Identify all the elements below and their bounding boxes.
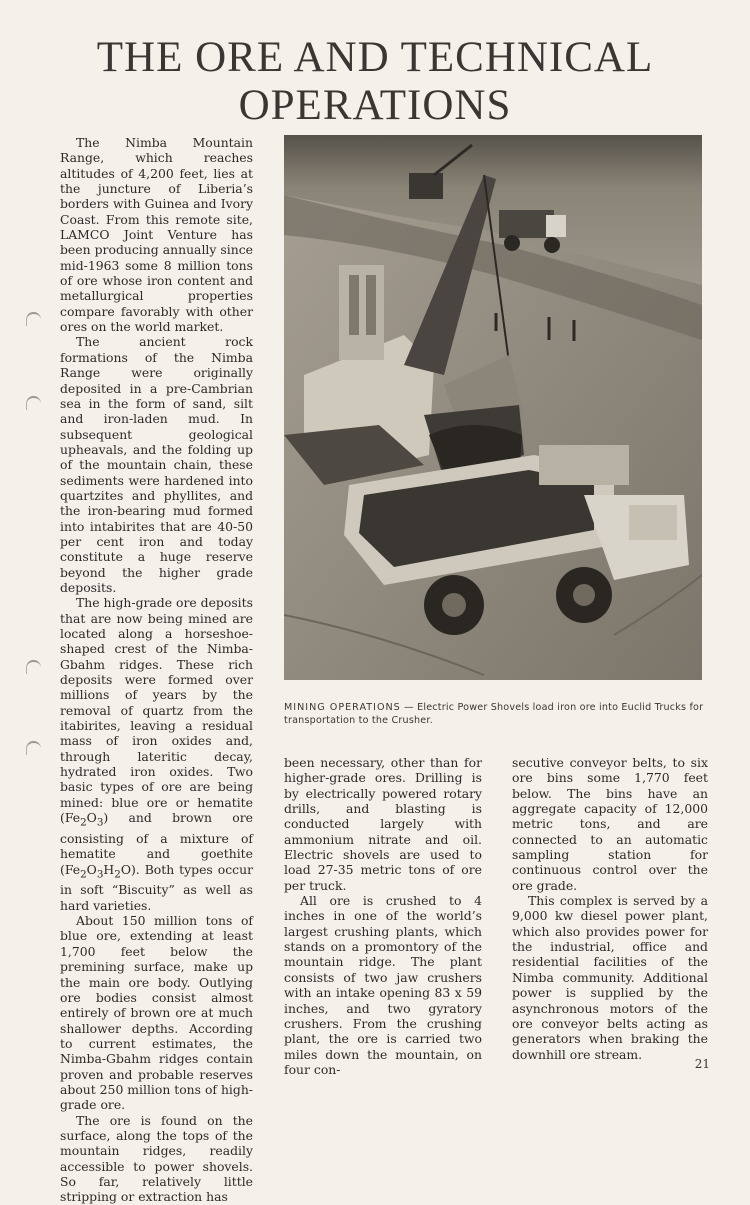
paragraph-text: The high-grade ore deposits that are now being mined are located along a horseshoe-shaped crest of the Nimba-Gbahm ridges. These rich deposits were formed over millions of years by the removal of quartz from the itabirites, leaving a residual mass of iron oxides and, through lateritic decay, hydrated iron oxides. Two basic types of ore are being mined: blue ore or hematite (Fe <box>60 595 253 826</box>
caption-heading: MINING OPERATIONS <box>284 702 401 713</box>
shovel-and-truck-illustration <box>284 135 702 680</box>
caption-dash: — <box>400 702 418 713</box>
paragraph: been necessary, other than for higher-grade ores. Drilling is by electrically powered rotary drills, and blasting is conducted largely with ammonium nitrate and oil. Electric shovels are used to load 27-35 metric tons of ore per truck. <box>284 755 482 893</box>
paragraph: secutive conveyor belts, to six ore bins some 1,770 feet below. The bins have an aggregate capacity of 12,000 metric tons, and are connected to an automatic sampling station for continuous control over the ore grade. <box>512 755 708 893</box>
subscript: 2 <box>80 868 87 881</box>
binder-hole-mark <box>26 741 41 755</box>
paragraph <box>60 595 253 913</box>
subscript: 2 <box>80 816 87 829</box>
binder-hole-mark <box>26 660 41 674</box>
paragraph: The Nimba Mountain Range, which reaches altitudes of 4,200 feet, lies at the juncture of Liberia’s borders with Guinea and Ivory Coast. From this remote site, LAMCO Joint Venture has been producing annually since mid-1963 some 8 million tons of ore whose iron content and metallurgical properties compare favorably with other ores on the world market. <box>60 135 253 335</box>
subscript: 3 <box>96 816 104 829</box>
subscript: 2 <box>114 868 121 881</box>
page-title <box>20 34 730 130</box>
paragraph: The ancient rock formations of the Nimba Range were originally deposited in a pre-Cambrian sea in the form of sand, silt and iron-laden mud. In subsequent geological upheavals, and the folding up of the mountain chain, these sediments were hardened into quartzites and phyllites, and the iron-bearing mud formed into intabirites that are 40-50 per cent iron and today constitute a huge reserve beyond the higher grade deposits. <box>60 334 253 595</box>
paragraph-text: ) and brown ore consisting of a mixture of hematite and goethite (Fe <box>60 810 253 877</box>
paragraph: The ore is found on the surface, along the tops of the mountain ridges, readily accessible to power shovels. So far, relatively little stripping or extraction has <box>60 1112 253 1205</box>
binder-hole-mark <box>26 312 41 326</box>
subscript: 3 <box>96 868 104 881</box>
text-column-1 <box>60 135 253 1205</box>
text-column-3 <box>512 755 708 1062</box>
paragraph-text: H <box>103 861 115 877</box>
title-line-1: THE ORE AND TECHNICAL <box>96 34 654 81</box>
page-number: 21 <box>694 1057 710 1071</box>
paragraph: All ore is crushed to 4 inches in one of the world’s largest crushing plants, which stands on a promontory of the mountain ridge. The plant consists of two jaw crushers with an intake opening 83 x 59 inches, and two gyratory crushers. From the crushing plant, the ore is carried two miles down the mountain, on four con- <box>284 893 482 1077</box>
binder-hole-mark <box>26 396 41 410</box>
text-column-2 <box>284 755 482 1077</box>
caption-text: Electric Power Shovels load iron ore into Euclid Trucks for transportation to the Crusher. <box>284 702 704 726</box>
paragraph-text: O). Both types occur in soft “Biscuity” as well as hard varieties. <box>60 861 253 913</box>
photo-caption <box>284 701 706 727</box>
paragraph: About 150 million tons of blue ore, extending at least 1,700 feet below the premining surface, make up the main ore body. Outlying ore bodies consist almost entirely of brown ore at much shallower depths. According to current estimates, the Nimba-Gbahm ridges contain proven and probable reserves about 250 million tons of high-grade ore. <box>60 913 253 1113</box>
paragraph: This complex is served by a 9,000 kw diesel power plant, which also provides power for the industrial, office and residential facilities of the Nimba community. Additional power is supplied by the asynchronous motors of the ore conveyor belts acting as generators when braking the downhill ore stream. <box>512 893 708 1062</box>
paragraph-text: O <box>86 810 97 826</box>
mining-operations-photo <box>284 135 702 680</box>
paragraph-text: O <box>86 861 97 877</box>
title-line-2: OPERATIONS <box>238 82 512 129</box>
